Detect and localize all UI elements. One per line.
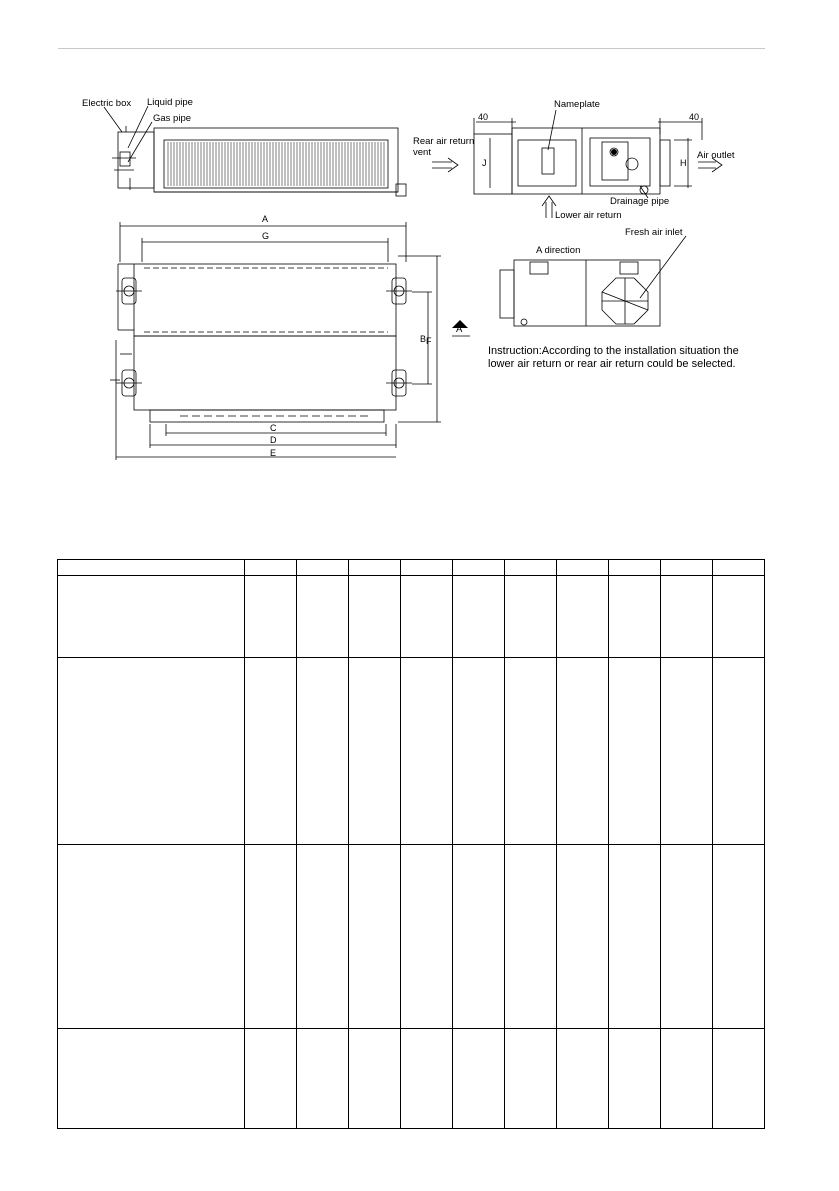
table-row — [58, 1029, 765, 1129]
rear-view — [432, 110, 722, 218]
table-cell — [349, 576, 401, 658]
rear-air-return-label: Rear air return — [413, 136, 475, 147]
table-cell — [297, 576, 349, 658]
table-cell — [713, 560, 765, 576]
table-cell — [349, 845, 401, 1029]
dimension-c: C — [270, 423, 277, 433]
table-cell — [557, 576, 609, 658]
table-cell — [297, 658, 349, 845]
dimension-j: J — [482, 158, 487, 168]
air-outlet-label: Air outlet — [697, 150, 735, 161]
dimension-g: G — [262, 231, 270, 241]
dimension-d: D — [270, 435, 277, 445]
table-cell — [58, 560, 245, 576]
electric-box-label: Electric box — [82, 98, 132, 109]
dimension-f: F — [426, 336, 432, 346]
view-marker-a: A — [456, 324, 463, 335]
table-cell — [453, 845, 505, 1029]
table-cell — [453, 560, 505, 576]
instruction-note: Instruction:According to the installation situation the lower air return or rear air return could be selected. — [488, 345, 739, 370]
table-cell — [401, 658, 453, 845]
liquid-pipe-label: Liquid pipe — [147, 97, 193, 108]
a-direction-view — [500, 236, 686, 326]
dimension-h: H — [680, 158, 687, 168]
table-cell — [245, 1029, 297, 1129]
lower-air-return-label: Lower air return — [555, 210, 622, 221]
table-cell — [713, 1029, 765, 1129]
table-cell — [401, 560, 453, 576]
table-row — [58, 658, 765, 845]
table-cell — [505, 658, 557, 845]
fresh-air-inlet-label: Fresh air inlet — [625, 227, 683, 238]
table-cell — [58, 1029, 245, 1129]
dimension-b: B — [420, 334, 427, 344]
table-cell — [557, 658, 609, 845]
table-cell — [661, 845, 713, 1029]
table-cell — [453, 576, 505, 658]
table-cell — [609, 845, 661, 1029]
table-cell — [557, 1029, 609, 1129]
gas-pipe-label: Gas pipe — [153, 113, 192, 124]
dimension-right-offset: 40 — [689, 112, 700, 122]
table-row — [58, 845, 765, 1029]
table-cell — [401, 576, 453, 658]
table-cell — [245, 576, 297, 658]
table-cell — [609, 576, 661, 658]
dimension-a: A — [262, 214, 269, 224]
table-cell — [245, 560, 297, 576]
table-cell — [713, 845, 765, 1029]
table-cell — [245, 658, 297, 845]
drainage-pipe-label: Drainage pipe — [610, 196, 670, 207]
table-cell — [401, 845, 453, 1029]
coil-fins — [168, 142, 384, 186]
table-row — [58, 560, 765, 576]
table-cell — [557, 560, 609, 576]
table-cell — [713, 658, 765, 845]
dimension-left-offset: 40 — [478, 112, 489, 122]
table-cell — [505, 560, 557, 576]
table-cell — [245, 845, 297, 1029]
table-cell — [297, 560, 349, 576]
rear-air-return-vent-label: vent — [413, 147, 431, 158]
table-cell — [609, 1029, 661, 1129]
table-cell — [401, 1029, 453, 1129]
table-cell — [609, 658, 661, 845]
table-cell — [349, 658, 401, 845]
table-cell — [713, 576, 765, 658]
table-cell — [58, 576, 245, 658]
table-cell — [661, 658, 713, 845]
table-cell — [557, 845, 609, 1029]
table-cell — [58, 658, 245, 845]
a-direction-label: A direction — [536, 245, 581, 256]
table-cell — [505, 1029, 557, 1129]
nameplate-label: Nameplate — [554, 99, 600, 110]
table-cell — [349, 560, 401, 576]
table-cell — [505, 845, 557, 1029]
table-cell — [505, 576, 557, 658]
dimension-e: E — [270, 448, 277, 458]
table-cell — [453, 1029, 505, 1129]
table-cell — [297, 1029, 349, 1129]
dimension-table — [57, 559, 765, 1129]
plan-view — [110, 222, 470, 460]
table-cell — [661, 1029, 713, 1129]
table-cell — [609, 560, 661, 576]
table-cell — [297, 845, 349, 1029]
table-cell — [58, 845, 245, 1029]
table-cell — [661, 576, 713, 658]
unit-dimension-drawing — [0, 0, 839, 480]
table-cell — [453, 658, 505, 845]
table-row — [58, 576, 765, 658]
table-cell — [661, 560, 713, 576]
table-cell — [349, 1029, 401, 1129]
